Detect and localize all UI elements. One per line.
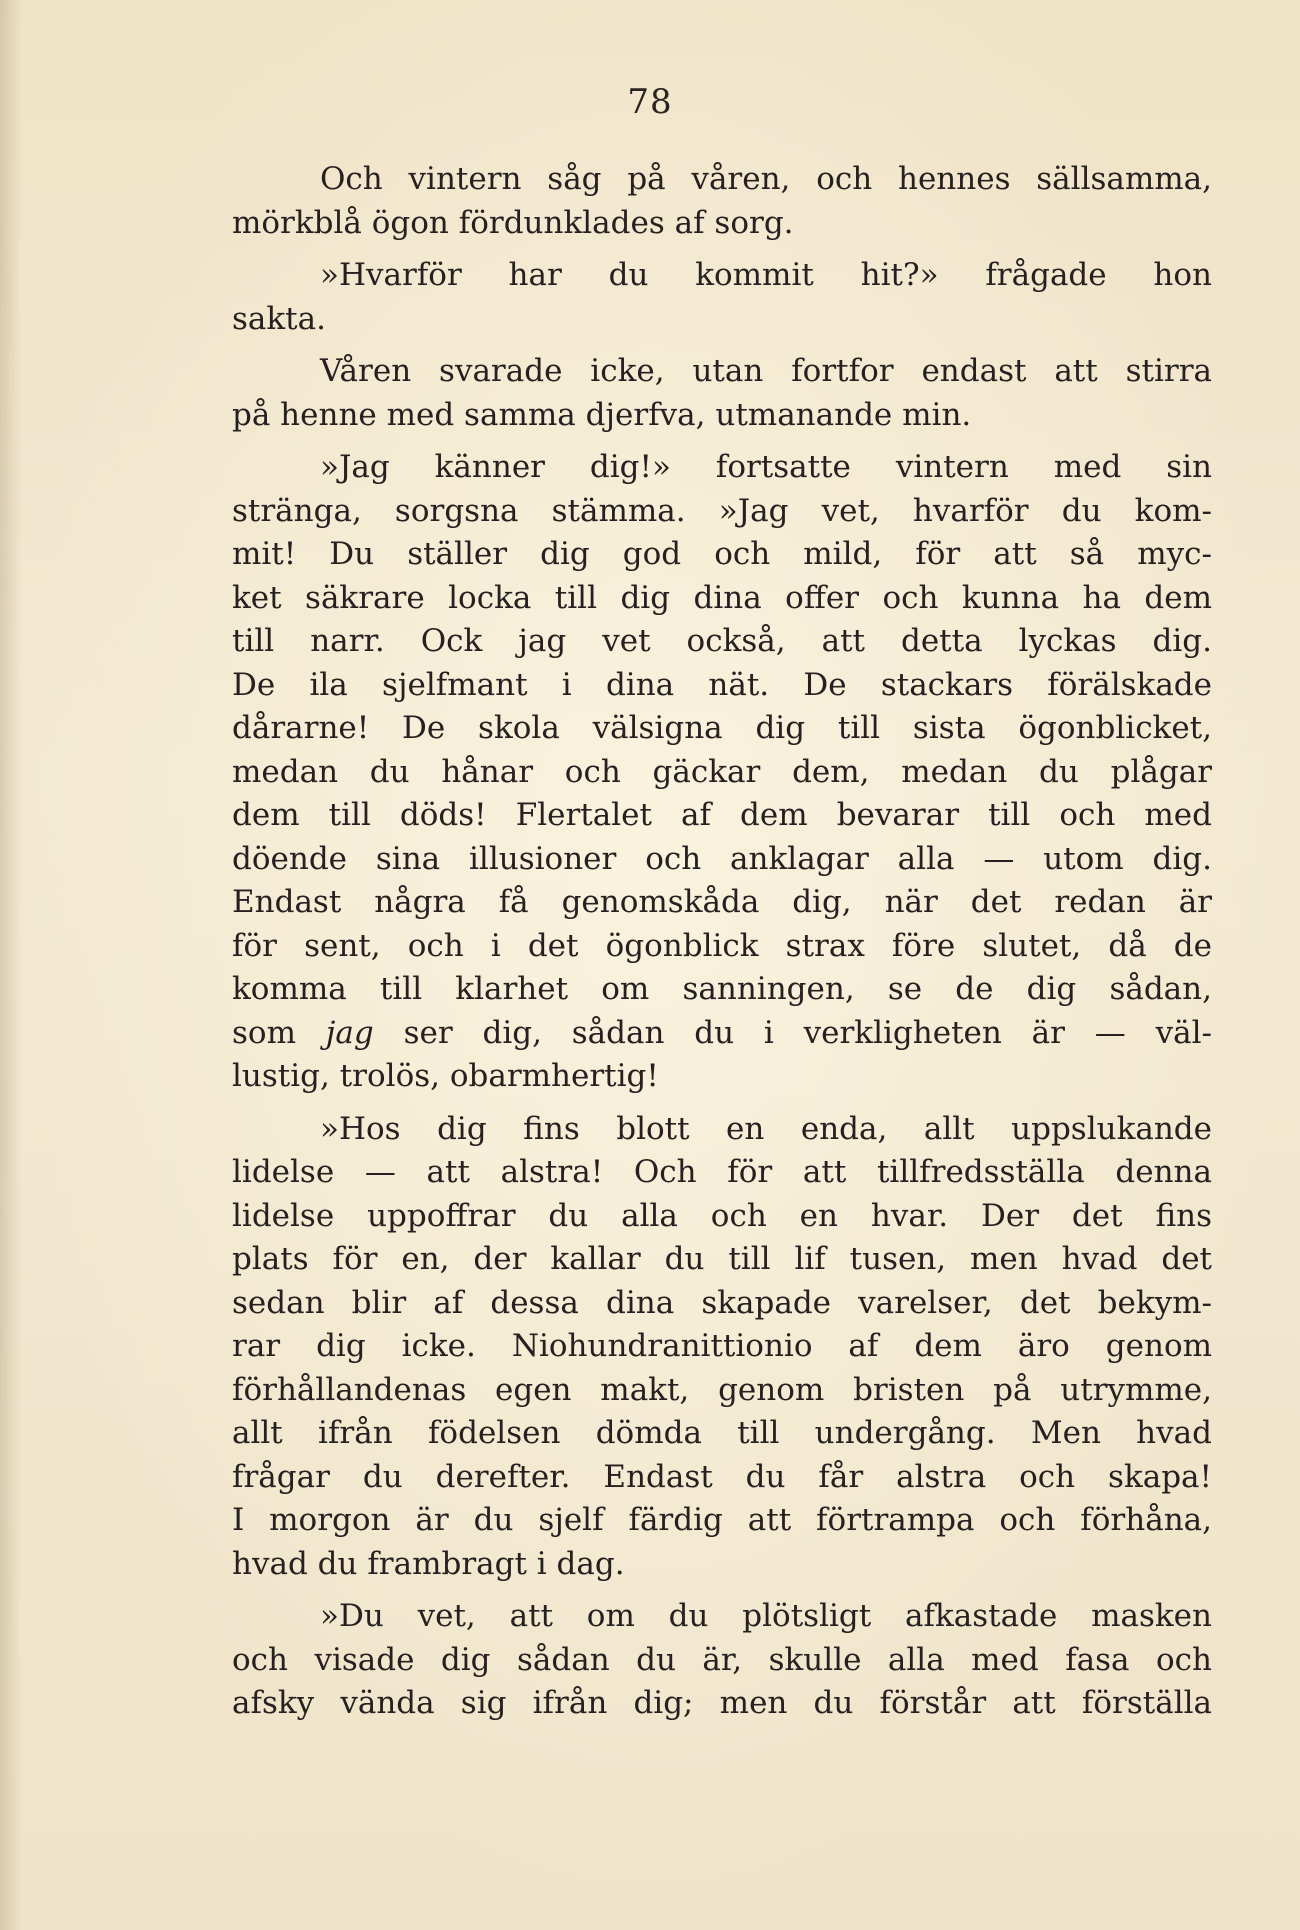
text-line: lidelse uppoffrar du alla och en hvar. Der det fins bbox=[232, 1197, 1212, 1234]
text-line: sakta. bbox=[232, 300, 326, 337]
text-line: stränga, sorgsna stämma. »Jag vet, hvarför du kom- bbox=[232, 492, 1212, 529]
paragraph bbox=[232, 158, 1212, 245]
paragraph bbox=[232, 1595, 1212, 1726]
text-line: ket säkrare locka till dig dina offer och kunna ha dem bbox=[232, 579, 1212, 616]
text-line: på henne med samma djerfva, utmanande min. bbox=[232, 396, 972, 433]
text-line: »Hos dig fins blott en enda, allt uppslukande bbox=[320, 1110, 1212, 1147]
text-line: till narr. Ock jag vet också, att detta lyckas dig. bbox=[232, 623, 1212, 659]
text-line: mit! Du ställer dig god och mild, för att så myc- bbox=[232, 536, 1212, 572]
text-line: sedan blir af dessa dina skapade varelser, det bekym- bbox=[232, 1284, 1212, 1321]
paragraph bbox=[232, 254, 1212, 341]
text-line: Våren svarade icke, utan fortfor endast att stirra bbox=[320, 353, 1212, 389]
paragraph bbox=[232, 446, 1212, 1099]
text-line: allt ifrån födelsen dömda till undergång. Men hvad bbox=[232, 1415, 1212, 1451]
text-line: medan du hånar och gäckar dem, medan du plågar bbox=[232, 753, 1212, 790]
text-line: Och vintern såg på våren, och hennes sällsamma, bbox=[320, 161, 1212, 197]
paragraph bbox=[232, 350, 1212, 437]
text-line: rar dig icke. Niohundranittionio af dem äro genom bbox=[232, 1328, 1212, 1364]
page-number: 78 bbox=[627, 82, 673, 122]
text-line: för sent, och i det ögonblick strax före slutet, då de bbox=[232, 927, 1212, 964]
text-line: förhållandenas egen makt, genom bristen på utrymme, bbox=[232, 1371, 1212, 1408]
text-line: komma till klarhet om sanningen, se de dig sådan, bbox=[232, 971, 1212, 1007]
text-line: mörkblå ögon fördunklades af sorg. bbox=[232, 204, 794, 241]
text-line: frågar du derefter. Endast du får alstra och skapa! bbox=[232, 1458, 1212, 1495]
emphasized-word: jag bbox=[325, 1014, 374, 1051]
text-line: »Hvarför har du kommit hit?» frågade hon bbox=[320, 257, 1212, 293]
text-line: hvad du frambragt i dag. bbox=[232, 1545, 625, 1582]
text-line: dårarne! De skola välsigna dig till sista ögonblicket, bbox=[232, 710, 1212, 746]
text-line: De ila sjelfmant i dina nät. De stackars förälskade bbox=[232, 666, 1212, 703]
page-edge-shadow bbox=[0, 0, 22, 1930]
text-line: plats för en, der kallar du till lif tusen, men hvad det bbox=[232, 1241, 1212, 1277]
text-line: afsky vända sig ifrån dig; men du förstår att förställa bbox=[232, 1685, 1212, 1721]
text-line: döende sina illusioner och anklagar alla — utom dig. bbox=[232, 840, 1212, 877]
text-line: dem till döds! Flertalet af dem bevarar till och med bbox=[232, 797, 1212, 833]
text-line: som jag ser dig, sådan du i verkligheten är — väl- bbox=[232, 1014, 1212, 1051]
text-line: »Jag känner dig!» fortsatte vintern med sin bbox=[320, 449, 1212, 485]
text-line: och visade dig sådan du är, skulle alla med fasa och bbox=[232, 1641, 1212, 1678]
paragraph bbox=[232, 1108, 1212, 1587]
text-line: lidelse — att alstra! Och för att tillfredsställa denna bbox=[232, 1154, 1212, 1190]
text-line: »Du vet, att om du plötsligt afkastade masken bbox=[320, 1598, 1212, 1634]
text-line: I morgon är du sjelf färdig att förtrampa och förhåna, bbox=[232, 1502, 1212, 1538]
body-text bbox=[232, 158, 1212, 1735]
text-line: Endast några få genomskåda dig, när det redan är bbox=[232, 884, 1212, 920]
text-line: lustig, trolös, obarmhertig! bbox=[232, 1058, 659, 1094]
